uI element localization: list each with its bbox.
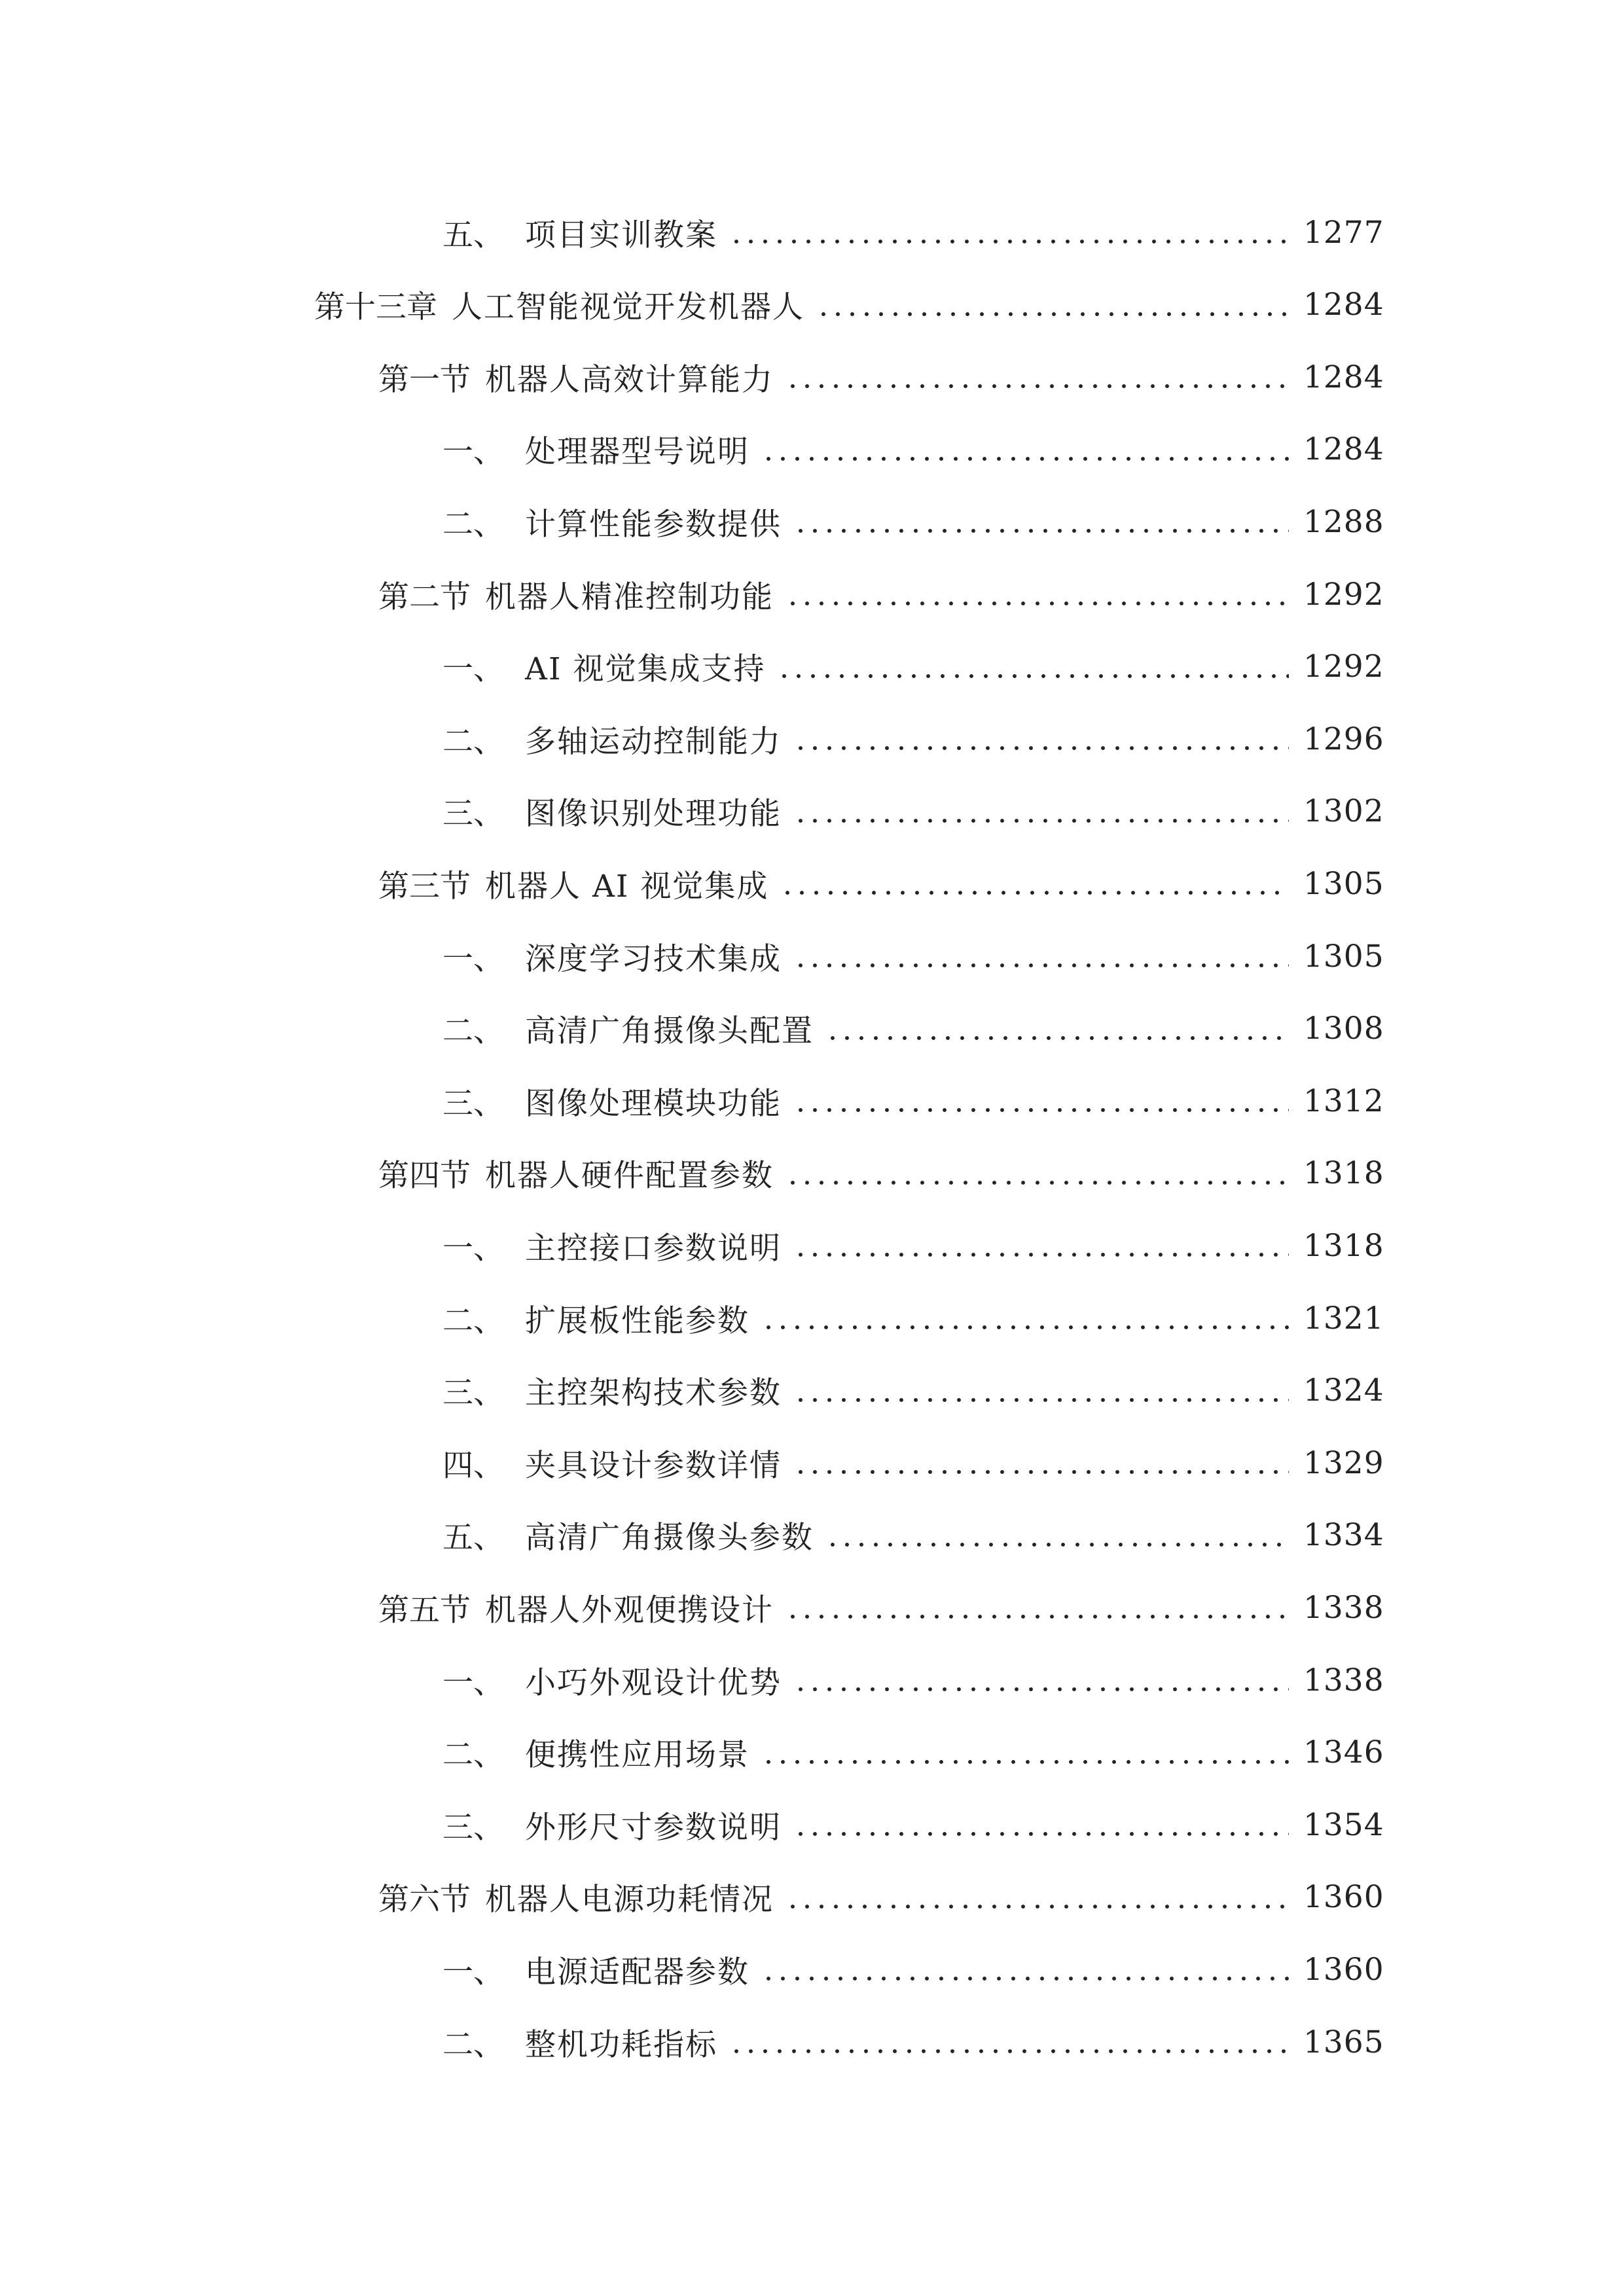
toc-entry-number: 一、	[442, 434, 504, 471]
toc-entry-title: 机器人硬件配置参数	[485, 1158, 774, 1194]
toc-entry	[0, 558, 1624, 630]
toc-entry-title: 机器人高效计算能力	[485, 361, 774, 398]
toc-entry-number: 三、	[442, 1375, 504, 1412]
dot-leader	[761, 454, 1289, 463]
toc-entry-page-number: 1284	[1303, 431, 1384, 468]
toc-entry	[0, 1138, 1624, 1210]
toc-entry	[0, 703, 1624, 775]
toc-entry	[0, 1355, 1624, 1427]
toc-entry	[0, 631, 1624, 703]
toc-entry-title: 外形尺寸参数说明	[525, 1809, 782, 1846]
dot-leader	[785, 599, 1289, 608]
toc-entry-title: AI 视觉集成支持	[525, 651, 766, 688]
dot-leader	[785, 1612, 1289, 1621]
toc-entry-number: 二、	[442, 2026, 504, 2063]
toc-entry-page-number: 1284	[1303, 359, 1384, 395]
toc-entry-title: 机器人 AI 视觉集成	[485, 868, 769, 905]
toc-entry-number: 第十三章	[314, 289, 437, 326]
dot-leader	[793, 1105, 1289, 1115]
toc-entry-title: 高清广角摄像头配置	[525, 1013, 814, 1050]
toc-entry-title: 主控架构技术参数	[525, 1375, 782, 1412]
toc-entry-number: 一、	[442, 1664, 504, 1701]
toc-entry-number: 一、	[442, 1230, 504, 1266]
toc-entry-title: 机器人精准控制功能	[485, 579, 774, 615]
dot-leader	[793, 1829, 1289, 1839]
toc-entry-title: 高清广角摄像头参数	[525, 1520, 814, 1556]
dot-leader	[785, 1178, 1289, 1187]
toc-entry-title: 图像处理模块功能	[525, 1085, 782, 1122]
toc-entry-number: 二、	[442, 1013, 504, 1050]
toc-entry-number: 二、	[442, 1737, 504, 1774]
toc-entry	[0, 1065, 1624, 1137]
dot-leader	[777, 672, 1289, 681]
toc-entry	[0, 1717, 1624, 1789]
toc-entry-page-number: 1292	[1303, 649, 1384, 685]
toc-entry-page-number: 1324	[1303, 1372, 1384, 1409]
dot-leader	[793, 1685, 1289, 1694]
dot-leader	[793, 1250, 1289, 1259]
toc-entry-number: 一、	[442, 651, 504, 688]
dot-leader	[729, 237, 1289, 246]
toc-entry-number: 第二节	[378, 579, 471, 615]
dot-leader	[793, 816, 1289, 825]
toc-entry-number: 第四节	[378, 1158, 471, 1194]
dot-leader	[793, 526, 1289, 535]
toc-entry	[0, 920, 1624, 992]
dot-leader	[761, 1974, 1289, 1983]
toc-entry-number: 三、	[442, 1085, 504, 1122]
dot-leader	[785, 1902, 1289, 1911]
toc-entry-title: 夹具设计参数详情	[525, 1447, 782, 1484]
toc-entry	[0, 196, 1624, 268]
toc-entry-page-number: 1338	[1303, 1589, 1384, 1626]
dot-leader	[780, 888, 1289, 897]
toc-entry-title: 便携性应用场景	[525, 1737, 749, 1774]
dot-leader	[761, 1757, 1289, 1767]
dot-leader	[793, 961, 1289, 970]
toc-entry-number: 第六节	[378, 1882, 471, 1918]
toc-entry-number: 第五节	[378, 1592, 471, 1628]
dot-leader	[825, 1033, 1289, 1043]
dot-leader	[793, 1395, 1289, 1405]
toc-entry-page-number: 1321	[1303, 1300, 1384, 1336]
toc-entry-title: 机器人外观便携设计	[485, 1592, 774, 1628]
toc-entry-number: 三、	[442, 1809, 504, 1846]
toc-entry	[0, 1571, 1624, 1643]
toc-entry-number: 五、	[442, 217, 504, 253]
toc-entry-page-number: 1308	[1303, 1011, 1384, 1047]
toc-entry-page-number: 1284	[1303, 287, 1384, 323]
toc-entry	[0, 1210, 1624, 1282]
toc-entry-page-number: 1360	[1303, 1951, 1384, 1988]
toc-entry-number: 二、	[442, 723, 504, 760]
toc-entry-title: 机器人电源功耗情况	[485, 1882, 774, 1918]
toc-entry-number: 一、	[442, 1954, 504, 1990]
dot-leader	[793, 744, 1289, 753]
toc-entry-title: 计算性能参数提供	[525, 506, 782, 543]
toc-entry-number: 第一节	[378, 361, 471, 398]
toc-entry-number: 一、	[442, 941, 504, 977]
toc-entry-title: 扩展板性能参数	[525, 1302, 749, 1339]
toc-entry-page-number: 1277	[1303, 214, 1384, 251]
toc-entry-number: 三、	[442, 796, 504, 833]
toc-entry-page-number: 1302	[1303, 793, 1384, 830]
toc-entry-page-number: 1346	[1303, 1734, 1384, 1771]
toc-entry-number: 二、	[442, 506, 504, 543]
toc-entry-number: 第三节	[378, 868, 471, 905]
toc-entry-page-number: 1312	[1303, 1083, 1384, 1119]
toc-entry-number: 二、	[442, 1302, 504, 1339]
toc-entry-title: 主控接口参数说明	[525, 1230, 782, 1266]
toc-entry-title: 整机功耗指标	[525, 2026, 717, 2063]
toc-entry	[0, 269, 1624, 341]
toc-entry	[0, 1499, 1624, 1571]
dot-leader	[816, 310, 1289, 319]
dot-leader	[785, 382, 1289, 391]
toc-entry-title: 人工智能视觉开发机器人	[452, 289, 804, 326]
toc-entry-page-number: 1334	[1303, 1517, 1384, 1554]
toc-entry-page-number: 1338	[1303, 1662, 1384, 1698]
toc-entry-title: 项目实训教案	[525, 217, 717, 253]
toc-entry	[0, 1644, 1624, 1716]
toc-entry	[0, 1427, 1624, 1499]
toc-entry-title: 小巧外观设计优势	[525, 1664, 782, 1701]
toc-entry-page-number: 1360	[1303, 1879, 1384, 1916]
dot-leader	[825, 1540, 1289, 1549]
toc-entry	[0, 341, 1624, 413]
toc-entry-title: 多轴运动控制能力	[525, 723, 782, 760]
toc-entry	[0, 993, 1624, 1065]
dot-leader	[729, 2047, 1289, 2056]
toc-entry-page-number: 1329	[1303, 1444, 1384, 1481]
toc-entry-number: 四、	[442, 1447, 504, 1484]
toc-entry	[0, 414, 1624, 486]
toc-entry-page-number: 1318	[1303, 1227, 1384, 1264]
toc-entry-number: 五、	[442, 1520, 504, 1556]
toc-entry	[0, 486, 1624, 558]
toc-entry-title: 图像识别处理功能	[525, 796, 782, 833]
toc-entry	[0, 1282, 1624, 1354]
toc-entry-page-number: 1288	[1303, 503, 1384, 540]
toc-entry	[0, 1933, 1624, 2005]
toc-entry-title: 深度学习技术集成	[525, 941, 782, 977]
toc-entry-title: 电源适配器参数	[525, 1954, 749, 1990]
toc-entry	[0, 776, 1624, 848]
toc-entry	[0, 1789, 1624, 1861]
toc-entry-page-number: 1365	[1303, 2024, 1384, 2060]
toc-entry-page-number: 1292	[1303, 576, 1384, 613]
dot-leader	[793, 1467, 1289, 1477]
toc-entry-page-number: 1354	[1303, 1806, 1384, 1843]
toc-entry-title: 处理器型号说明	[525, 434, 749, 471]
toc-entry-page-number: 1318	[1303, 1155, 1384, 1192]
toc-entry-page-number: 1305	[1303, 865, 1384, 902]
toc-entry-page-number: 1305	[1303, 938, 1384, 975]
toc-entry	[0, 848, 1624, 920]
toc-entry	[0, 2006, 1624, 2078]
dot-leader	[761, 1323, 1289, 1332]
toc-entry-page-number: 1296	[1303, 721, 1384, 757]
toc-entry	[0, 1861, 1624, 1933]
